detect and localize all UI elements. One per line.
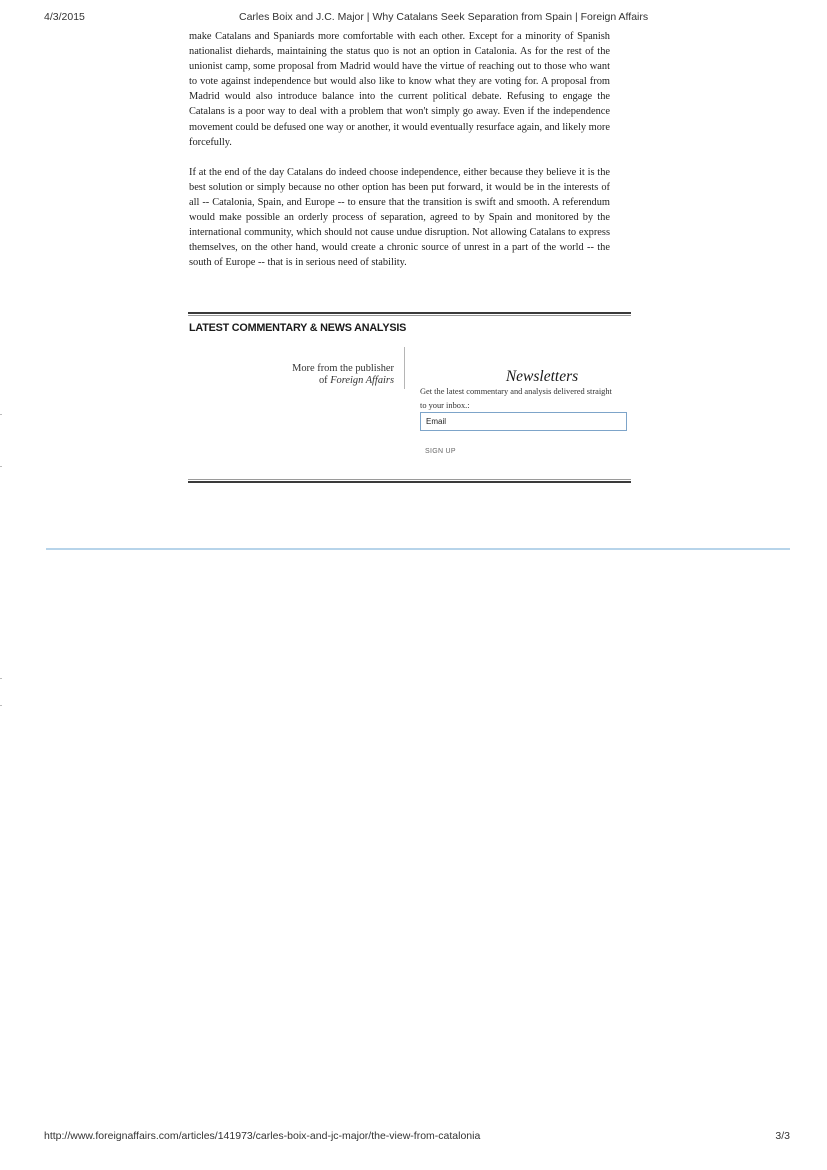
section-divider-thick bbox=[188, 481, 631, 483]
article-paragraph: If at the end of the day Catalans do indeed choose independence, either because they believe it is the best solution or simply because no other option has been put forward, it would be in the interests of all -- Catalonia, Spain, and Europe -- to ensure that the transition is swift and smooth. A referendum would make possible an orderly process of separation, agreed to by Spain and monitored by the international community, which should not cause undue disruption. Not allowing Catalans to express themselves, on the other hand, would create a chronic source of unrest in a part of the world -- the south of Europe -- that is in serious need of stability. bbox=[189, 166, 610, 269]
sign-up-button[interactable]: SIGN UP bbox=[425, 448, 456, 455]
publisher-name: Foreign Affairs bbox=[330, 375, 394, 386]
publisher-line: More from the publisher bbox=[292, 363, 394, 374]
section-divider-thin bbox=[188, 479, 631, 480]
publisher-promo[interactable] bbox=[240, 363, 394, 387]
print-date: 4/3/2015 bbox=[44, 11, 85, 23]
article-paragraph: make Catalans and Spaniards more comfortable with each other. Except for a minority of Spanish nationalist diehards, maintaining the status quo is not an option in Catalonia. As for the rest of the unionist camp, some proposal from Madrid would have the virtue of reaching out to those who want to vote against independence but would also like to know what they are voting for. A proposal from Madrid would also introduce balance into the current political debate. Refusing to engage the Catalans is a poor way to deal with a problem that won't simply go away. Even if the independence movement could be defused one way or another, it would eventually resurface again, and likely more forcefully. bbox=[189, 31, 610, 148]
margin-mark bbox=[0, 466, 2, 467]
email-input[interactable] bbox=[420, 412, 627, 431]
print-page-number: 3/3 bbox=[775, 1130, 790, 1142]
margin-mark bbox=[0, 678, 2, 679]
margin-mark bbox=[0, 705, 2, 706]
publisher-line bbox=[240, 375, 394, 387]
section-divider-thick bbox=[188, 312, 631, 314]
print-page-title: Carles Boix and J.C. Major | Why Catalans Seek Separation from Spain | Foreign Affairs bbox=[239, 11, 649, 23]
latest-commentary-heading: LATEST COMMENTARY & NEWS ANALYSIS bbox=[189, 322, 407, 334]
article-body bbox=[189, 29, 610, 270]
vertical-divider bbox=[404, 347, 405, 389]
margin-mark bbox=[0, 414, 2, 415]
section-divider-thin bbox=[188, 315, 631, 316]
print-url: http://www.foreignaffairs.com/articles/141973/carles-boix-and-jc-major/the-view-from-catalonia bbox=[44, 1130, 481, 1142]
print-footer bbox=[0, 1130, 827, 1144]
page-separator bbox=[46, 548, 790, 550]
print-header bbox=[0, 11, 827, 25]
newsletters-description: Get the latest commentary and analysis delivered straight to your inbox.: bbox=[420, 387, 612, 410]
publisher-prefix: of bbox=[318, 375, 331, 386]
newsletters-title: Newsletters bbox=[505, 368, 579, 385]
